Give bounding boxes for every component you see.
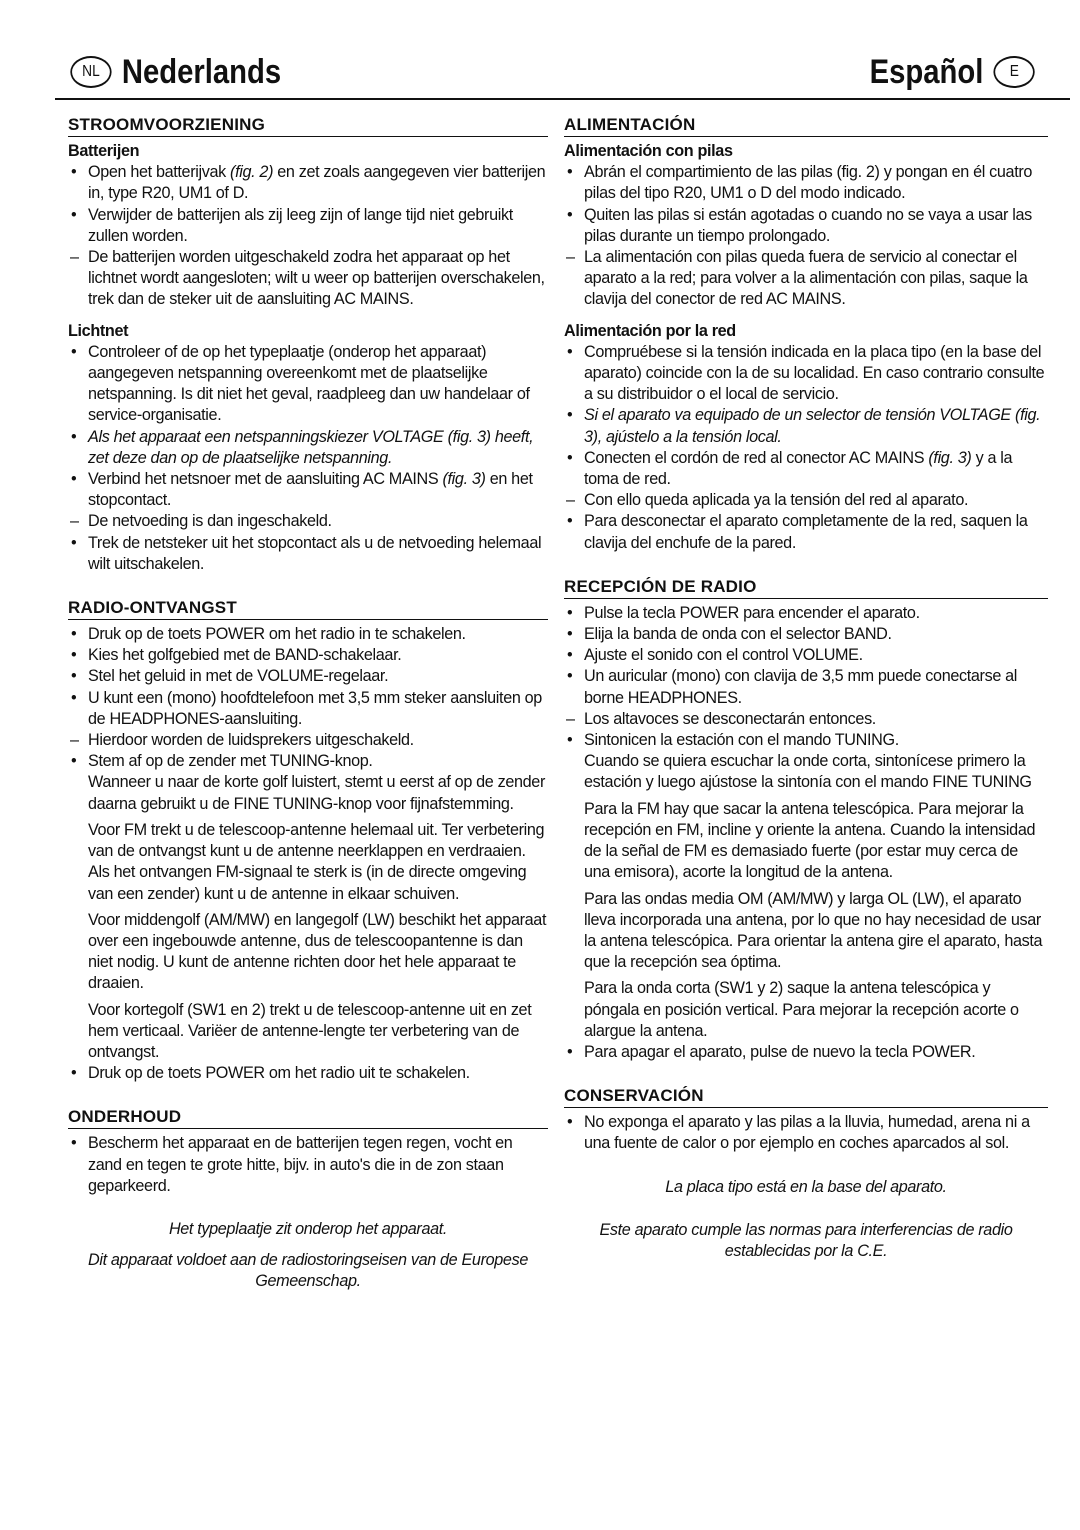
note-typeplaatje: Het typeplaatje zit onderop het apparaat. xyxy=(168,1219,448,1238)
radio-paragraphs-es xyxy=(564,751,1048,1042)
list-red xyxy=(564,342,1048,554)
paragraph: Voor kortegolf (SW1 en 2) trekt u de telescoop-antenne uit en zet hem verticaal. Variëer de antenne-lengte ter verbetering van de ontvangst. xyxy=(88,1000,532,1061)
section-title-conservacion: CONSERVACIÓN xyxy=(564,1085,1048,1108)
paragraph: Voor middengolf (AM/MW) en langegolf (LW) beschikt het apparaat over een ingebouwde antenne, dus de telescoopantenne is dan niet nodig. U kunt de antenne richten door het hele apparaat te draaien. xyxy=(88,910,547,993)
list-item-text: Con ello queda aplicada ya la tensión del red al aparato. xyxy=(584,491,969,510)
list-item xyxy=(564,511,1048,553)
list-item: • Un auricular (mono) con clavija de 3,5 mm puede conectarse al borne HEADPHONES. xyxy=(564,666,1048,708)
list-item-text: Verwijder de batterijen als zij leeg zijn of lange tijd niet gebruikt zullen worden. xyxy=(88,205,513,245)
section-title-onderhoud: ONDERHOUD xyxy=(68,1106,548,1129)
list-item-text: Controleer of de op het typeplaatje (onderop het apparaat) aangegeven netspanning overeenkomt met de plaatselijke netspanning. Is dit niet het geval, raadpleeg dan uw handelaar of service-organisatie. xyxy=(88,342,530,425)
list-item xyxy=(564,405,1048,447)
list-item: – Los altavoces se desconectarán entonces. xyxy=(564,709,1048,730)
list-item xyxy=(68,247,548,311)
list-item: • Stel het geluid in met de VOLUME-regelaar. xyxy=(68,666,548,687)
list-item xyxy=(564,247,1048,311)
section-title-stroom: STROOMVOORZIENING xyxy=(68,114,548,137)
section-title-alimentacion: ALIMENTACIÓN xyxy=(564,114,1048,137)
list-item-italic: (fig. 3) xyxy=(928,448,972,467)
list-item xyxy=(564,448,1048,490)
list-item-text: De batterijen worden uitgeschakeld zodra het apparaat op het lichtnet wordt aangesloten; wilt u weer op batterijen overschakelen, trek dan de steker uit de aansluiting AC MAINS. xyxy=(88,248,545,309)
nl-title: Nederlands xyxy=(121,53,282,91)
list-onderhoud xyxy=(68,1133,548,1197)
list-item-text: Verbind het netsnoer met de aansluiting AC MAINS xyxy=(88,470,443,489)
paragraph: Cuando se quiera escuchar la onde corta, sintonícese primero la estación y luego ajústose la sintonía con el mando FINE TUNING xyxy=(584,752,1032,792)
list-item-text: Abrán el compartimiento de las pilas (fig. 2) y pongan en él cuatro pilas del tipo R20, UM1 o D del modo indicado. xyxy=(584,163,1033,203)
nl-badge: NL xyxy=(70,56,111,88)
subheading-batterijen: Batterijen xyxy=(68,142,140,160)
list-item xyxy=(564,205,1048,247)
paragraph: Para las ondas media OM (AM/MW) y larga OL (LW), el aparato lleva incorporada una antena, por lo que no hay necesidad de usar la antena telescópica. Para orientar la antena gire el aparato, hasta que la recepción sea óptima. xyxy=(584,889,1043,972)
radio-paragraphs-nl xyxy=(68,772,548,1063)
list-item: – Hierdoor worden de luidsprekers uitgeschakeld. xyxy=(68,730,548,751)
list-item xyxy=(68,511,548,532)
list-item-italic: (fig. 3) xyxy=(442,470,486,489)
list-item-text: Compruébese si la tensión indicada en la placa tipo (en la base del aparato) coincide con la de su localidad. En caso contrario consulte a su distribuidor o el local de servicio. xyxy=(584,342,1045,404)
list-item-text: en het stopcontact. xyxy=(88,470,533,510)
paragraph: Para la onda corta (SW1 y 2) saque la antena telescópica y póngala en posición vertical. Para mejorar la recepción acorte o alargue la antena. xyxy=(584,979,1019,1040)
list-item-text: y a la toma de red. xyxy=(584,448,1013,489)
list-item: • U kunt een (mono) hoofdtelefoon met 3,5 mm steker aansluiten op de HEADPHONES-aansluiting. xyxy=(68,688,548,730)
column-espanol xyxy=(564,114,1048,1262)
paragraph: Para la FM hay que sacar la antena telescópica. Para mejorar la recepción en FM, incline y oriente la antena. Cuando la intensidad de la señal de FM es demasiado fuerte (por estar muy cerca de una emisora), acorte la longitud de la antena. xyxy=(584,799,1036,882)
list-item: • Pulse la tecla POWER para encender el aparato. xyxy=(564,603,1048,624)
list-item: • Para apagar el aparato, pulse de nuevo la tecla POWER. xyxy=(564,1042,1048,1063)
list-item: • Elija la banda de onda con el selector BAND. xyxy=(564,624,1048,645)
list-radio-es-last xyxy=(564,1042,1048,1063)
list-lichtnet xyxy=(68,342,548,575)
list-batterijen xyxy=(68,162,548,310)
es-title: Español xyxy=(869,53,984,91)
list-radio-nl xyxy=(68,624,548,772)
note-placa-tipo: La placa tipo está en la base del aparato. xyxy=(665,1177,947,1196)
list-item-text: Quiten las pilas si están agotadas o cuando no se vaya a usar las pilas durante un tiempo prolongado. xyxy=(584,205,1032,245)
list-item: • Druk op de toets POWER om het radio in te schakelen. xyxy=(68,624,548,645)
list-item xyxy=(68,205,548,247)
header-rule xyxy=(55,98,1070,100)
list-radio-es xyxy=(564,603,1048,751)
list-item xyxy=(564,490,1048,511)
list-item xyxy=(68,342,548,427)
subheading-pilas: Alimentación con pilas xyxy=(564,142,733,160)
list-item: • Stem af op de zender met TUNING-knop. xyxy=(68,751,548,772)
list-item: • No exponga el aparato y las pilas a la lluvia, humedad, arena ni a una fuente de calor o por ejemplo en coches aparcados al sol. xyxy=(564,1112,1048,1154)
list-item xyxy=(68,533,548,575)
page-header xyxy=(60,52,1045,100)
list-item-italic: (fig. 2) xyxy=(230,163,274,182)
paragraph: Voor FM trekt u de telescoop-antenne helemaal uit. Ter verbetering van de ontvangst kunt u de antenne neerklappen en verdraaien. Als het ontvangen FM-signaal te sterk is (in de directe omgeving van een zender) kunt u de antenne in elkaar schuiven. xyxy=(88,820,545,903)
list-item-text: La alimentación con pilas queda fuera de servicio al conectar el aparato a la red; para volver a la alimentación con pilas, saque la clavija del conector de red AC MAINS. xyxy=(584,248,1028,309)
list-item-text: De netvoeding is dan ingeschakeld. xyxy=(88,512,332,531)
paragraph: Wanneer u naar de korte golf luistert, stemt u eerst af op de zender daarna gebruikt u de FINE TUNING-knop voor fijnafstemming. xyxy=(88,773,545,813)
language-heading-es xyxy=(869,52,1045,92)
list-item-italic: Si el aparato va equipado de un selector de tensión VOLTAGE (fig. 3), ajústelo a la tensión local. xyxy=(584,406,1041,446)
section-title-recepcion-radio: RECEPCIÓN DE RADIO xyxy=(564,576,1048,599)
subheading-red: Alimentación por la red xyxy=(564,321,736,340)
list-conservacion xyxy=(564,1112,1048,1154)
note-radiostoring: Dit apparaat voldoet aan de radiostoringseisen van de Europese Gemeenschap. xyxy=(88,1251,528,1291)
list-item-text: Conecten el cordón de red al conector AC MAINS xyxy=(584,448,929,467)
list-item-text: Trek de netsteker uit het stopcontact als u de netvoeding helemaal wilt uitschakelen. xyxy=(88,533,542,573)
list-item-text: Para desconectar el aparato completamente de la red, saquen la clavija del enchufe de la pared. xyxy=(584,512,1028,552)
note-interferencias: Este aparato cumple las normas para interferencias de radio establecidas por la C.E. xyxy=(599,1220,1013,1260)
list-item-italic: Als het apparaat een netspanningskiezer VOLTAGE (fig. 3) heeft, zet deze dan op de plaatselijke netspanning. xyxy=(88,427,534,467)
list-item: • Bescherm het apparaat en de batterijen tegen regen, vocht en zand en tegen te grote hitte, bijv. in auto's die in de zon staan geparkeerd. xyxy=(68,1133,548,1197)
list-pilas xyxy=(564,162,1048,310)
list-item-text: en zet zoals aangegeven vier batterijen in, type R20, UM1 of D. xyxy=(88,163,546,203)
language-heading-nl xyxy=(60,52,281,92)
list-item-text: Open het batterijvak xyxy=(88,163,231,182)
list-item xyxy=(68,469,548,511)
list-item xyxy=(68,162,548,204)
es-badge: E xyxy=(993,56,1034,88)
list-item: • Sintonicen la estación con el mando TUNING. xyxy=(564,730,1048,751)
list-radio-nl-last xyxy=(68,1063,548,1084)
section-title-radio-ontvangst: RADIO-ONTVANGST xyxy=(68,597,548,620)
list-item xyxy=(68,427,548,469)
list-item: • Kies het golfgebied met de BAND-schakelaar. xyxy=(68,645,548,666)
list-item: • Ajuste el sonido con el control VOLUME. xyxy=(564,645,1048,666)
list-item xyxy=(564,342,1048,406)
list-item xyxy=(564,162,1048,204)
column-nederlands xyxy=(68,114,548,1293)
list-item: • Druk op de toets POWER om het radio uit te schakelen. xyxy=(68,1063,548,1084)
subheading-lichtnet: Lichtnet xyxy=(68,321,129,340)
